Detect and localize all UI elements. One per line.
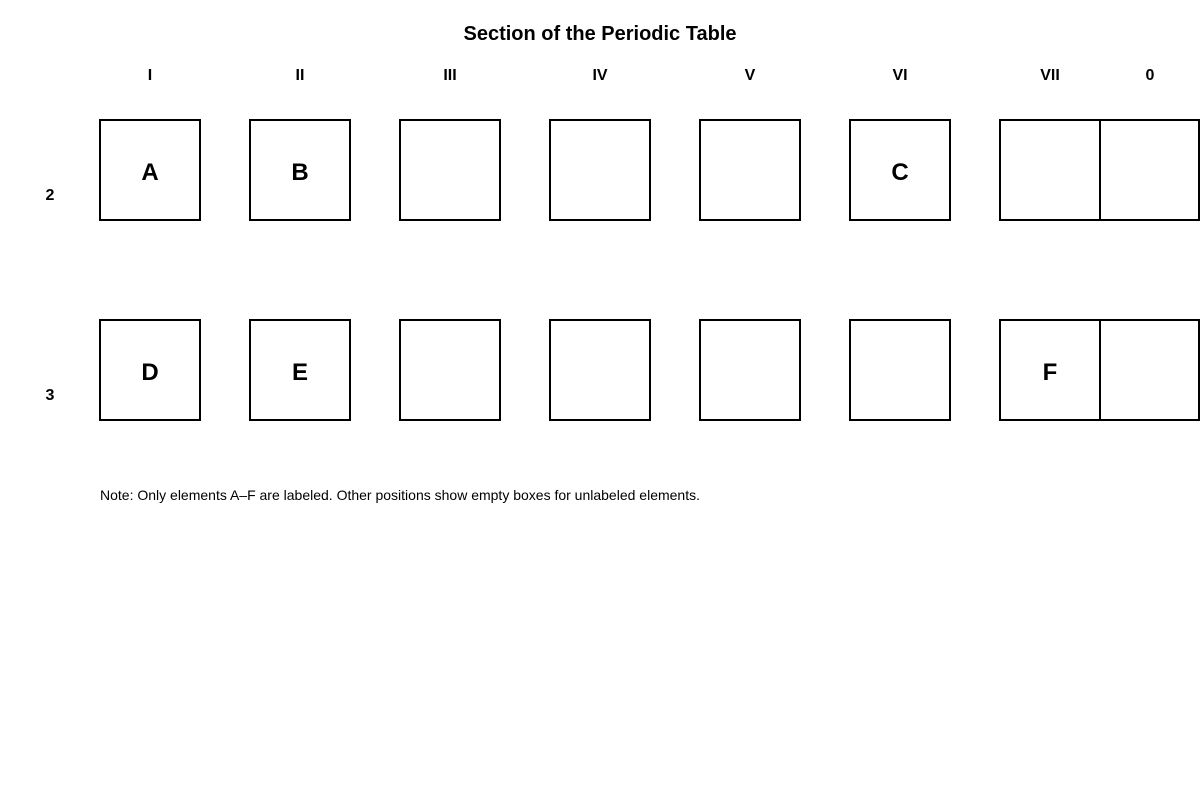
element-label: F [1042,359,1058,386]
element-label: A [141,159,159,186]
element-box [400,120,500,220]
element-cell [100,320,200,420]
element-cell [1100,120,1199,220]
element-cell [700,320,800,420]
footnote: Note: Only elements A–F are labeled. Other positions show empty boxes for unlabeled elements. [100,487,700,503]
group-label-1: I [147,67,153,84]
element-cell [1100,320,1199,420]
element-cell [1000,120,1100,220]
element-cell [550,120,650,220]
element-cell [100,120,200,220]
element-box [400,320,500,420]
element-cell [400,120,500,220]
element-cell [850,320,950,420]
group-label-2: II [295,67,305,84]
element-cell [400,320,500,420]
element-box [550,120,650,220]
period-row-3 [46,320,1199,420]
element-cell [250,120,350,220]
group-label-6: VI [892,67,908,84]
group-label-7: VII [1040,67,1060,84]
element-cell [250,320,350,420]
element-label: C [891,159,909,186]
group-label-4: IV [592,67,608,84]
group-label-3: III [443,67,457,84]
diagram-title: Section of the Periodic Table [463,23,737,45]
element-box [1000,120,1100,220]
group-label-0: 0 [1145,67,1155,84]
element-box [1100,320,1199,420]
element-cell [550,320,650,420]
period-label-2: 2 [45,187,55,204]
element-cell [1000,320,1100,420]
element-box [700,320,800,420]
element-cell [850,120,950,220]
element-box [1100,120,1199,220]
period-row-2 [46,120,1199,220]
period-label-3: 3 [45,387,55,404]
element-label: E [291,359,309,386]
group-labels [148,67,1155,84]
element-label: B [291,159,309,186]
element-box [850,320,950,420]
element-cell [700,120,800,220]
element-box [550,320,650,420]
element-box [700,120,800,220]
group-label-5: V [744,67,756,84]
element-label: D [141,359,159,386]
